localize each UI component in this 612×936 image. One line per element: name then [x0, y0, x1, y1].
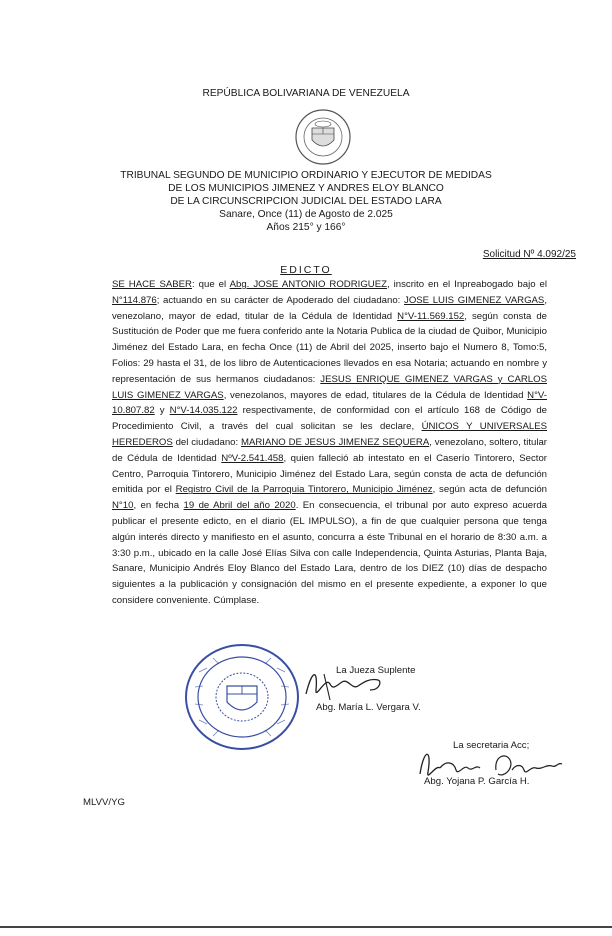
- republic-header: REPÚBLICA BOLIVARIANA DE VENEZUELA: [202, 88, 410, 99]
- body-segment: JOSE LUIS GIMENEZ VARGAS: [404, 294, 545, 306]
- judge-signature: [300, 660, 386, 708]
- court-line-2: DE LOS MUNICIPIOS JIMENEZ Y ANDRES ELOY BLANCO: [168, 183, 444, 194]
- secretary-signature: [410, 738, 570, 798]
- secretary-name: Abg. Yojana P. García H.: [424, 776, 530, 787]
- body-segment: N°V-14.035.122: [169, 405, 238, 417]
- body-segment: , según acta de defunción: [432, 484, 547, 496]
- body-segment: , venezolano, mayor de edad, titular de la Cédula de Identidad: [112, 294, 547, 322]
- typist-initials: MLVV/YG: [83, 797, 125, 808]
- body-segment: , en fecha: [133, 500, 184, 512]
- judge-name: Abg. María L. Vergara V.: [316, 702, 421, 713]
- judge-title: La Jueza Suplente: [336, 665, 416, 676]
- body-segment: ÚNICOS Y UNIVERSALES HEREDEROS: [112, 421, 547, 448]
- body-segment: , venezolano, soltero, titular de Cédula de Identidad: [112, 436, 548, 464]
- body-segment: 19 de Abril del año 2020: [183, 500, 296, 512]
- body-segment: ; actuando en su carácter de Apoderado del ciudadano:: [156, 294, 405, 306]
- body-segment: . En consecuencia, el tribunal por auto expreso acuerda publicar el presente edicto, en el diario (EL IMPULSO), a fin de que cualquier persona que tenga algún interés directo y manifiesto en el asunto, concurra a éste Tribunal en el horario de 8:30 a.m. a 3:30 p.m., ubicado en la calle José Elías Silva con calle Independencia, Quinta Asturias, Planta Baja, Sanare, Municipio Andrés Eloy Blanco del Estado Lara, dentro de los DIEZ (10) días de despacho siguientes a la publicación y consignación del mismo en el presente expediente, a exponer lo que considere conveniente. Cúmplase.: [112, 500, 547, 606]
- body-segment: , inscrito en el Inpreabogado bajo el: [386, 279, 548, 290]
- court-stamp-icon: [183, 642, 301, 752]
- body-segment: JESUS ENRIQUE GIMENEZ VARGAS y CARLOS LUIS GIMENEZ VARGAS: [112, 373, 547, 401]
- body-segment: N°V-10.807.82: [112, 389, 547, 417]
- body-segment: del ciudadano:: [172, 436, 241, 448]
- court-line-3: DE LA CIRCUNSCRIPCION JUDICIAL DEL ESTADO LARA: [170, 196, 442, 207]
- body-segment: , según consta de Sustitución de Poder que me fuera conferido ante la Notaria Publica de la ciudad de Quibor, Municipio Jiménez del Estado Lara, en fecha Once (11) de Abril del 2025, inserto bajo el Numero 8, Tomo:5, Folios: 29 hasta el 31, de los libro de Autenticaciones llevados en esa Notaria; actuando en nombre y representación de sus hermanos ciudadanos:: [112, 310, 547, 385]
- document-title: EDICTO: [280, 264, 332, 276]
- body-segment: SE HACE SABER: [112, 279, 192, 290]
- court-line-1: TRIBUNAL SEGUNDO DE MUNICIPIO ORDINARIO Y EJECUTOR DE MEDIDAS: [120, 170, 492, 181]
- body-segment: MARIANO DE JESUS JIMENEZ SEQUERA: [240, 436, 430, 448]
- body-segment: y: [154, 405, 170, 417]
- court-seal-icon: [292, 108, 354, 166]
- years-line: Años 215° y 166°: [266, 222, 346, 233]
- edict-body: [112, 277, 547, 609]
- body-segment: Registro Civil de la Parroquia Tintorero, Municipio Jiménez: [175, 484, 433, 496]
- body-segment: , venezolanos, mayores de edad, titulares de la Cédula de Identidad: [223, 389, 528, 401]
- body-segment: NºV-2.541.458: [221, 452, 284, 464]
- body-segment: respectivamente, de conformidad con el artículo 168 de Código de Procedimiento Civil, a través del cual solicitan se les declare,: [112, 405, 547, 433]
- page-edge: [0, 926, 612, 928]
- secretary-title: La secretaria Acc;: [453, 740, 530, 751]
- request-number: Solicitud Nº 4.092/25: [482, 249, 576, 260]
- date-line: Sanare, Once (11) de Agosto de 2.025: [219, 209, 393, 220]
- body-segment: Abg. JOSE ANTONIO RODRIGUEZ: [229, 279, 387, 290]
- body-segment: : que el: [191, 279, 230, 290]
- body-segment: N°V-11.569.152: [397, 310, 465, 322]
- body-segment: N°114.876: [112, 294, 157, 306]
- body-segment: , quien falleció ab intestato en el Caserío Tintorero, Sector Centro, Parroquia Tintorero, Municipio Jiménez del Estado Lara, según consta de acta de defunción emitida por el: [112, 452, 547, 496]
- body-segment: N°10: [112, 500, 134, 512]
